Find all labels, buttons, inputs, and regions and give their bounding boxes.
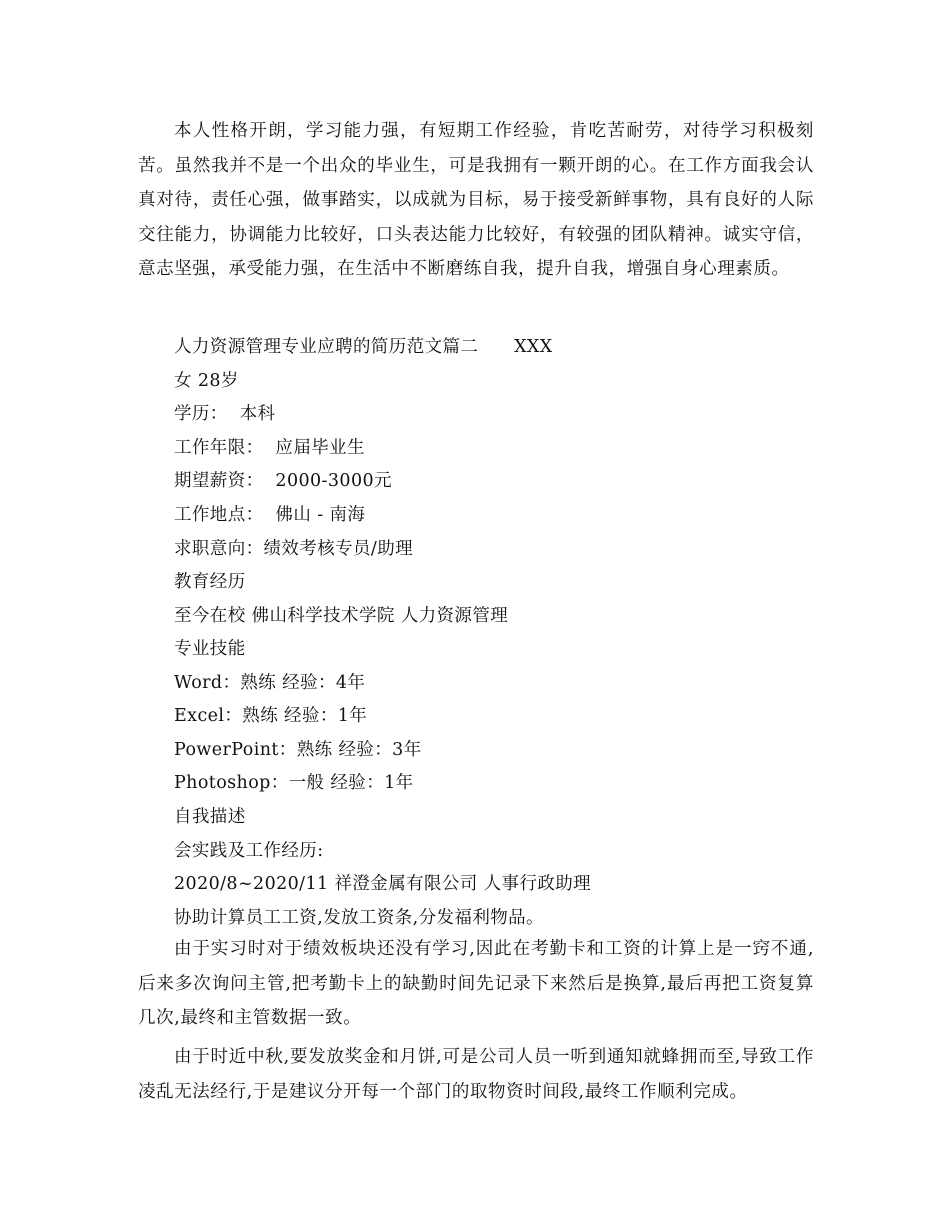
job-duty: 协助计算员工工资,发放工资条,分发福利物品。: [174, 908, 544, 928]
gender-age: 女 28岁: [174, 371, 239, 391]
experience-paragraph-2: 由于时近中秋,要发放奖金和月饼,可是公司人员一听到通知就蜂拥而至,导致工作凌乱无法经行,于是建议分开每一个部门的取物资时间段,最终工作顺利完成。: [138, 1047, 814, 1102]
education-heading: 教育经历: [174, 572, 246, 592]
skill-item: PowerPoint：熟练 经验：3年: [174, 740, 422, 760]
job-entry: 2020/8~2020/11 祥澄金属有限公司 人事行政助理: [174, 874, 592, 894]
experience-paragraph-1: 由于实习时对于绩效板块还没有学习,因此在考勤卡和工资的计算上是一窍不通,后来多次询问主管,把考勤卡上的缺勤时间先记录下来然后是换算,最后再把工资复算几次,最终和主管数据一致。: [138, 939, 814, 1028]
resume-title: 人力资源管理专业应聘的简历范文篇二 XXX: [174, 337, 553, 357]
job-intention: 求职意向：绩效考核专员/助理: [174, 539, 413, 559]
intro-paragraph: 本人性格开朗，学习能力强，有短期工作经验，肯吃苦耐劳，对待学习积极刻苦。虽然我并不是一个出众的毕业生，可是我拥有一颗开朗的心。在工作方面我会认真对待，责任心强，做事踏实，以成就为目标，易于接受新鲜事物，具有良好的人际交往能力，协调能力比较好，口头表达能力比较好，有较强的团队精神。诚实守信，意志坚强，承受能力强，在生活中不断磨练自我，提升自我，增强自身心理素质。: [138, 121, 814, 279]
skill-item: Word：熟练 经验：4年: [174, 673, 366, 693]
work-location: 工作地点： 佛山 - 南海: [174, 505, 366, 525]
skills-heading: 专业技能: [174, 639, 246, 659]
practice-heading: 会实践及工作经历:: [174, 841, 324, 861]
expected-salary: 期望薪资： 2000-3000元: [174, 471, 392, 491]
skill-item: Photoshop：一般 经验：1年: [174, 773, 414, 793]
education-entry: 至今在校 佛山科学技术学院 人力资源管理: [174, 606, 509, 626]
self-description-heading: 自我描述: [174, 807, 246, 827]
education-level: 学历： 本科: [174, 404, 276, 424]
work-years: 工作年限： 应届毕业生: [174, 438, 365, 458]
skill-item: Excel：熟练 经验：1年: [174, 706, 368, 726]
